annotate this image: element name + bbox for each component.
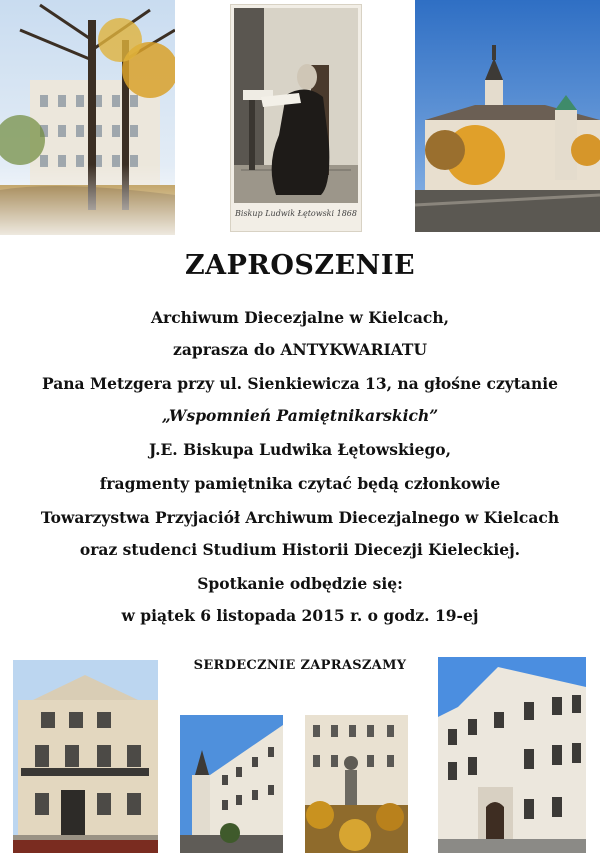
photo-facade-balcony (13, 660, 158, 853)
text-line-9: Spotkanie odbędzie się: (197, 574, 403, 593)
invitation-title: ZAPROSZENIE (184, 250, 416, 281)
photo-monument-park (305, 715, 408, 853)
text-line-memoir-title: „Wspomnień Pamiętnikarskich” (161, 406, 439, 425)
text-line-3: Pana Metzgera przy ul. Sienkiewicza 13, na głośne czytanie (42, 374, 558, 393)
text-line-5: J.E. Biskupa Ludwika Łętowskiego, (148, 440, 452, 459)
portrait-signature: Biskup Ludwik Łętowski 1868 (235, 209, 357, 218)
text-line-8: oraz studenci Studium Historii Diecezji Kieleckiej. (79, 540, 521, 559)
photo-church-tower (415, 0, 600, 232)
text-line-7: Towarzystwa Przyjaciół Archiwum Diecezjalnego w Kielcach (40, 508, 560, 527)
text-line-date: w piątek 6 listopada 2015 r. o godz. 19-ej (121, 606, 479, 625)
closing-text: SERDECZNIE ZAPRASZAMY (193, 658, 407, 673)
photo-street-church (180, 715, 283, 853)
photo-building-entrance (438, 657, 586, 853)
text-line-6: fragmenty pamiętnika czytać będą członkowie (99, 474, 501, 493)
text-line-2: zaprasza do ANTYKWARIATU (173, 340, 427, 359)
photo-building-trees (0, 0, 175, 235)
photo-bishop-portrait (230, 4, 362, 232)
text-line-1: Archiwum Diecezjalne w Kielcach, (151, 308, 449, 327)
